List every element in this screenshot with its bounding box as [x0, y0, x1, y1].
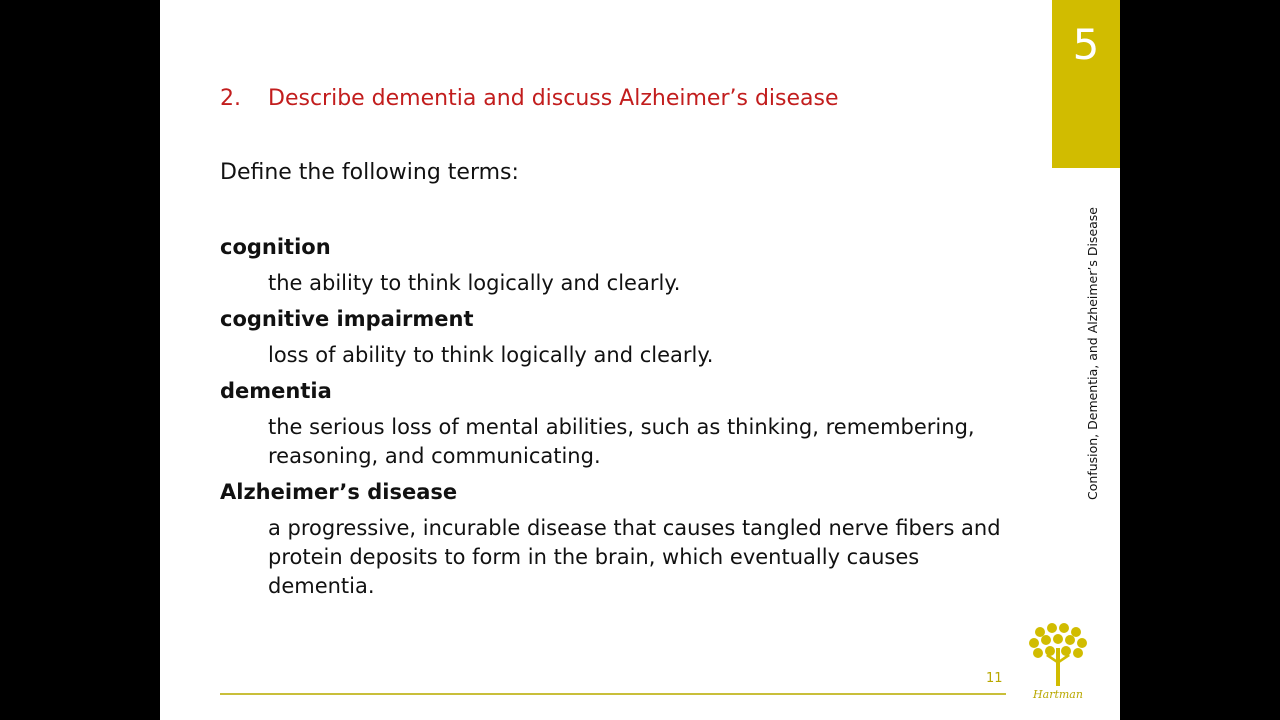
page-number: 11 [986, 671, 1003, 686]
slide [160, 0, 1120, 720]
definition-dementia: the serious loss of mental abilities, such as thinking, remembering, reasoning, and communicating. [268, 415, 975, 468]
definition-cognitive-impairment: loss of ability to think logically and clearly. [268, 343, 714, 367]
heading-text: Describe dementia and discuss Alzheimer’s disease [268, 86, 839, 111]
term-dementia: dementia [220, 379, 332, 403]
term-cognitive-impairment: cognitive impairment [220, 307, 474, 331]
footer-rule [220, 693, 1006, 695]
chapter-title: Confusion, Dementia, and Alzheimer’s Disease [1085, 207, 1100, 500]
term-cognition: cognition [220, 235, 331, 259]
definition-alzheimers: a progressive, incurable disease that causes tangled nerve fibers and protein deposits to form in the brain, which eventually causes dementia. [268, 516, 1001, 598]
slide-heading [220, 86, 839, 111]
definition-cognition: the ability to think logically and clearly. [268, 271, 681, 295]
chapter-number: 5 [1072, 20, 1100, 69]
heading-number: 2. [220, 86, 241, 111]
chapter-tab [1052, 0, 1120, 168]
logo-text: Hartman [1033, 688, 1083, 701]
intro-text: Define the following terms: [220, 160, 519, 185]
terms-list [220, 233, 1010, 601]
term-alzheimers: Alzheimer’s disease [220, 480, 458, 504]
